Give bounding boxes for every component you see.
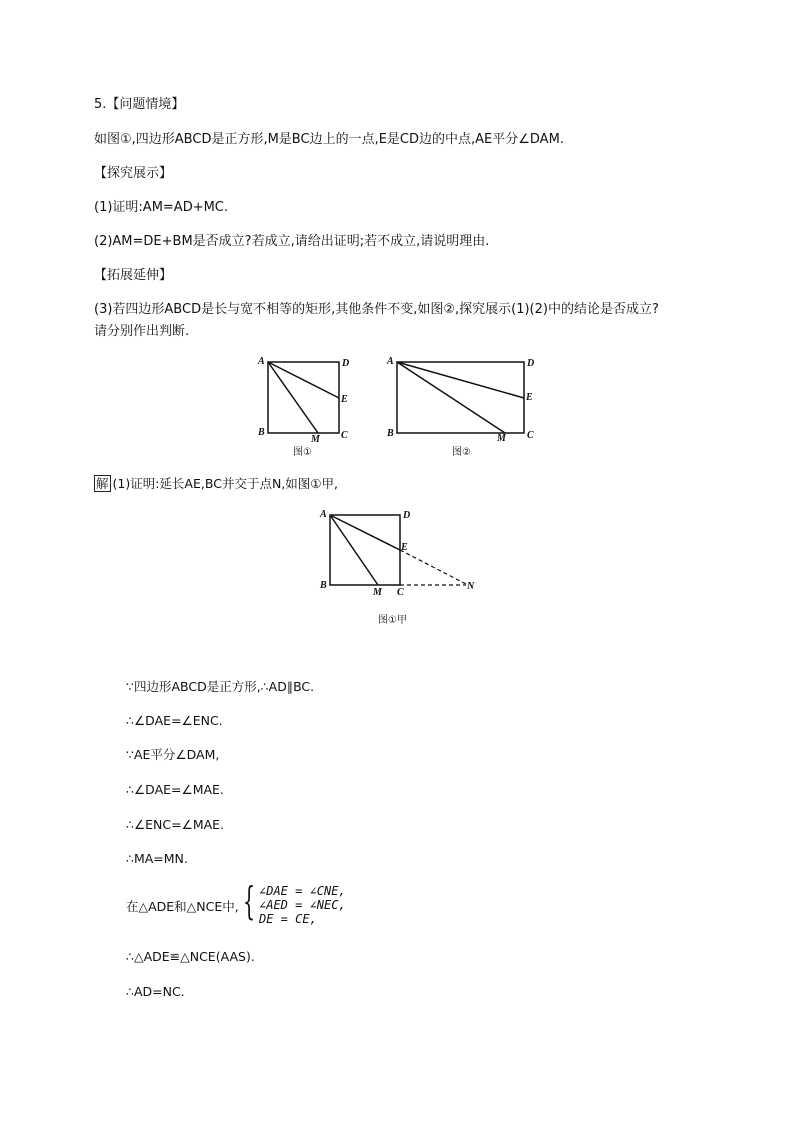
proof-conclusion-2: ∴AD=NC. — [126, 984, 185, 999]
fig2-label-M: M — [497, 433, 506, 444]
proof-step-1: ∵四边形ABCD是正方形,∴AD∥BC. — [126, 679, 315, 694]
fig1-label-E: E — [341, 394, 348, 405]
proof-step-5: ∴∠ENC=∠MAE. — [126, 817, 225, 832]
fig1a-label-B: B — [320, 580, 327, 591]
question-3-line1: (3)若四边形ABCD是长与宽不相等的矩形,其他条件不变,如图②,探究展示(1)(2)中的结论是否成立? — [94, 302, 659, 317]
system-row-1: ∠DAE = ∠CNE, — [259, 884, 346, 898]
fig1-label-C: C — [341, 430, 348, 441]
proof-step-4: ∴∠DAE=∠MAE. — [126, 782, 224, 797]
section-explore: 【探究展示】 — [94, 166, 173, 181]
system-rows — [259, 884, 346, 926]
question-2: (2)AM=DE+BM是否成立?若成立,请给出证明;若不成立,请说明理由. — [94, 234, 490, 249]
fig2-label-C: C — [527, 430, 534, 441]
problem-title: 5.【问题情境】 — [94, 97, 185, 112]
fig1a-label-E: E — [401, 542, 408, 553]
fig1-label-D: D — [342, 358, 350, 369]
section-extend: 【拓展延伸】 — [94, 268, 173, 283]
proof-conclusion-1: ∴△ADE≌△NCE(AAS). — [126, 949, 255, 964]
figure-1a — [0, 500, 794, 630]
fig1-caption: 图① — [293, 447, 312, 458]
fig1-label-M: M — [311, 434, 320, 445]
solution-badge: 解 — [96, 476, 109, 491]
system-row-2: ∠AED = ∠NEC, — [259, 898, 346, 912]
fig2-label-A: A — [387, 356, 394, 367]
fig1-label-B: B — [258, 427, 265, 438]
figure-1 — [257, 356, 349, 458]
problem-statement: 如图①,四边形ABCD是正方形,M是BC边上的一点,E是CD边的中点,AE平分∠DAM. — [94, 132, 564, 147]
system-brace: { — [243, 879, 256, 923]
figures-1-2 — [0, 350, 794, 470]
fig1a-label-M: M — [373, 587, 382, 598]
fig1a-label-N: N — [467, 581, 475, 592]
solution-intro — [94, 475, 338, 493]
solution-intro-text: (1)证明:延长AE,BC并交于点N,如图①甲, — [112, 476, 338, 491]
system-row-3: DE = CE, — [259, 912, 317, 926]
fig1-label-A: A — [258, 356, 265, 367]
proof-step-2: ∴∠DAE=∠ENC. — [126, 713, 223, 728]
fig1a-caption: 图①甲 — [378, 615, 407, 626]
proof-step-3: ∵AE平分∠DAM, — [126, 747, 220, 762]
fig2-label-B: B — [387, 428, 394, 439]
proof-step-6: ∴MA=MN. — [126, 851, 188, 866]
fig1a-label-C: C — [397, 587, 404, 598]
figure-2 — [386, 356, 534, 458]
fig1a-label-A: A — [320, 509, 327, 520]
question-1: (1)证明:AM=AD+MC. — [94, 200, 229, 215]
fig1a-label-D: D — [403, 510, 411, 521]
fig2-label-D: D — [527, 358, 535, 369]
system-prefix: 在△ADE和△NCE中, — [126, 899, 239, 914]
fig2-label-E: E — [526, 392, 533, 403]
fig2-caption: 图② — [452, 447, 471, 458]
question-3-line2: 请分别作出判断. — [94, 324, 190, 339]
